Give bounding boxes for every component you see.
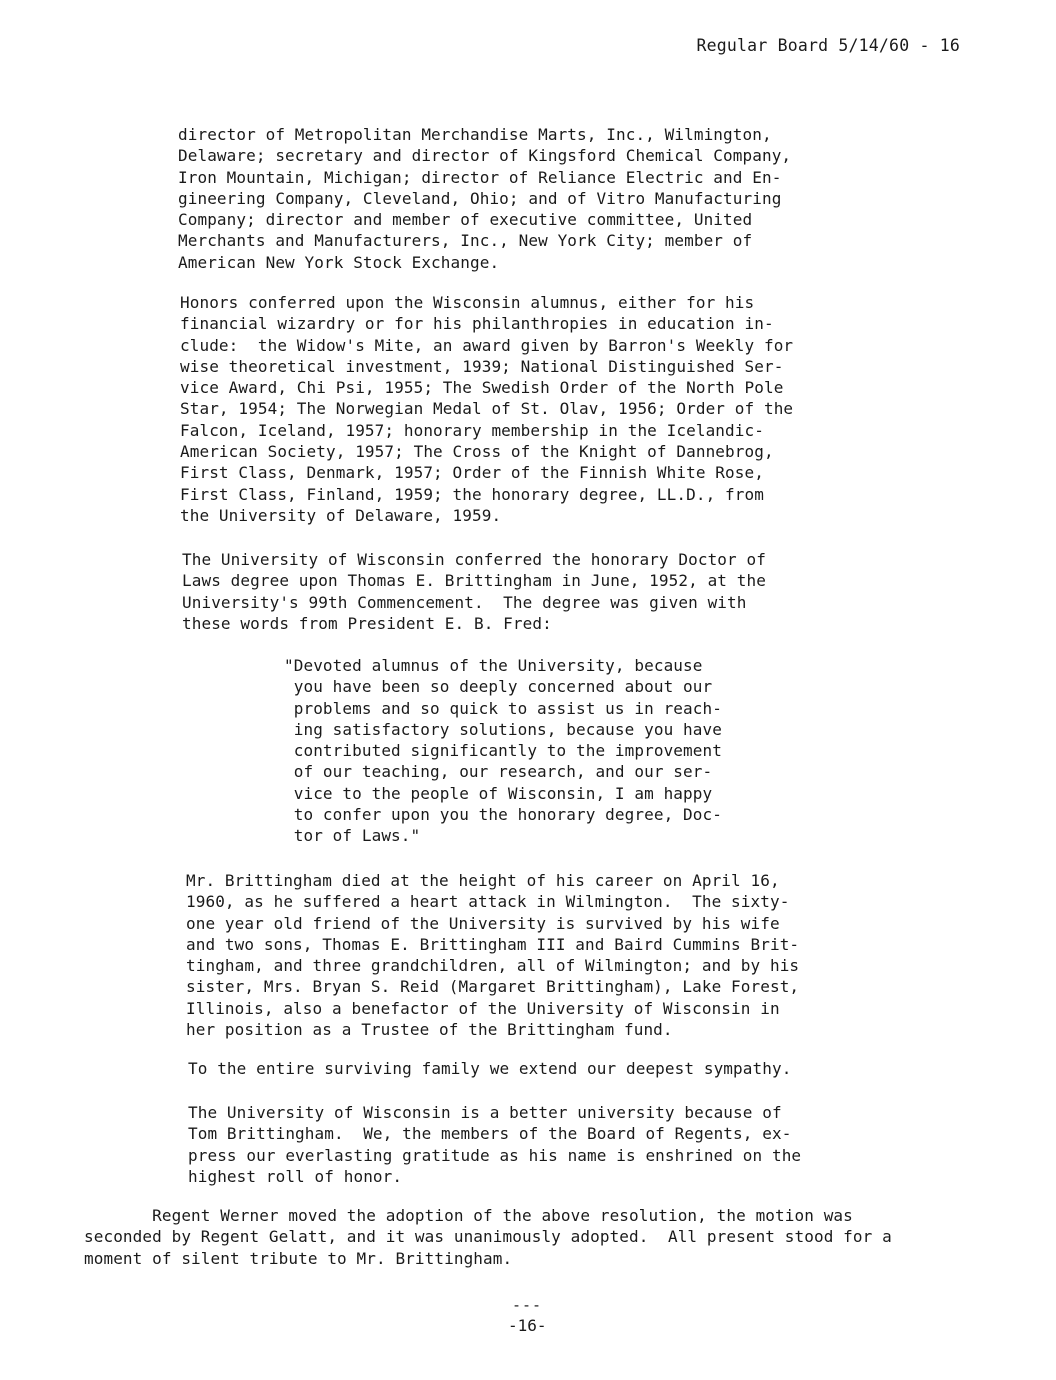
text-line: "Devoted alumnus of the University, because [284, 656, 703, 675]
text-line: Delaware; secretary and director of Kingsford Chemical Company, [178, 146, 792, 166]
text-line: gineering Company, Cleveland, Ohio; and of Vitro Manufacturing [178, 188, 782, 208]
text-line: University's 99th Commencement. The degree was given with [182, 592, 747, 612]
text-line: her position as a Trustee of the Brittingham fund. [186, 1020, 673, 1040]
text-line: and two sons, Thomas E. Brittingham III and Baird Cummins Brit- [186, 934, 800, 954]
paragraph-sympathy [188, 1058, 791, 1079]
text-line: press our everlasting gratitude as his name is enshrined on the [188, 1145, 802, 1165]
text-line: Mr. Brittingham died at the height of his career on April 16, [186, 871, 780, 890]
text-line: tor of Laws." [284, 826, 421, 846]
paragraph-honorary-degree [182, 549, 766, 634]
text-line: wise theoretical investment, 1939; National Distinguished Ser- [180, 356, 784, 376]
text-line: financial wizardry or for his philanthropies in education in- [180, 314, 774, 334]
text-line: problems and so quick to assist us in reach- [284, 698, 722, 718]
text-line: these words from President E. B. Fred: [182, 613, 552, 633]
text-line: Laws degree upon Thomas E. Brittingham in June, 1952, at the [182, 571, 766, 591]
footer-separator: --- [512, 1296, 543, 1314]
text-line: one year old friend of the University is survived by his wife [186, 913, 780, 933]
text-line: 1960, as he suffered a heart attack in Wilmington. The sixty- [186, 892, 790, 912]
text-line: you have been so deeply concerned about our [284, 677, 713, 697]
text-line: The University of Wisconsin conferred the honorary Doctor of [182, 550, 766, 569]
paragraph-death-notice [186, 870, 799, 1040]
text-line: Regent Werner moved the adoption of the above resolution, the motion was [84, 1206, 853, 1225]
text-line: Illinois, also a benefactor of the University of Wisconsin in [186, 998, 780, 1018]
text-line: of our teaching, our research, and our ser- [284, 762, 713, 782]
text-line: moment of silent tribute to Mr. Brittingham. [84, 1248, 513, 1268]
text-line: Star, 1954; The Norwegian Medal of St. Olav, 1956; Order of the [180, 399, 794, 419]
text-line: seconded by Regent Gelatt, and it was unanimously adopted. All present stood for a [84, 1227, 892, 1247]
text-line: Merchants and Manufacturers, Inc., New York City; member of [178, 231, 753, 251]
text-line: Company; director and member of executive committee, United [178, 210, 753, 230]
text-line: ing satisfactory solutions, because you have [284, 719, 722, 739]
text-line: tingham, and three grandchildren, all of Wilmington; and by his [186, 956, 800, 976]
text-line: To the entire surviving family we extend our deepest sympathy. [188, 1059, 792, 1078]
text-line: The University of Wisconsin is a better university because of [188, 1103, 782, 1122]
running-head: Regular Board 5/14/60 - 16 [696, 36, 960, 55]
text-line: the University of Delaware, 1959. [180, 505, 502, 525]
text-line: Honors conferred upon the Wisconsin alumnus, either for his [180, 293, 755, 312]
text-line: First Class, Denmark, 1957; Order of the Finnish White Rose, [180, 463, 764, 483]
text-line: to confer upon you the honorary degree, Doc- [284, 805, 722, 825]
citation-quote [284, 655, 722, 847]
text-line: highest roll of honor. [188, 1166, 403, 1186]
text-line: vice Award, Chi Psi, 1955; The Swedish Order of the North Pole [180, 378, 784, 398]
paragraph-honors [180, 292, 793, 526]
text-line: contributed significantly to the improvement [284, 741, 722, 761]
text-line: Tom Brittingham. We, the members of the Board of Regents, ex- [188, 1124, 792, 1144]
page-number: -16- [508, 1316, 547, 1335]
text-line: Falcon, Iceland, 1957; honorary membership in the Icelandic- [180, 420, 764, 440]
text-line: clude: the Widow's Mite, an award given by Barron's Weekly for [180, 335, 794, 355]
text-line: American New York Stock Exchange. [178, 252, 500, 272]
text-line: vice to the people of Wisconsin, I am happy [284, 783, 713, 803]
text-line: director of Metropolitan Merchandise Marts, Inc., Wilmington, [178, 125, 772, 144]
text-line: First Class, Finland, 1959; the honorary degree, LL.D., from [180, 484, 764, 504]
text-line: American Society, 1957; The Cross of the Knight of Dannebrog, [180, 442, 774, 462]
text-line: Iron Mountain, Michigan; director of Reliance Electric and En- [178, 167, 782, 187]
text-line: sister, Mrs. Bryan S. Reid (Margaret Brittingham), Lake Forest, [186, 977, 800, 997]
paragraph-directorships [178, 124, 791, 273]
paragraph-gratitude [188, 1102, 801, 1187]
paragraph-motion [84, 1205, 892, 1269]
